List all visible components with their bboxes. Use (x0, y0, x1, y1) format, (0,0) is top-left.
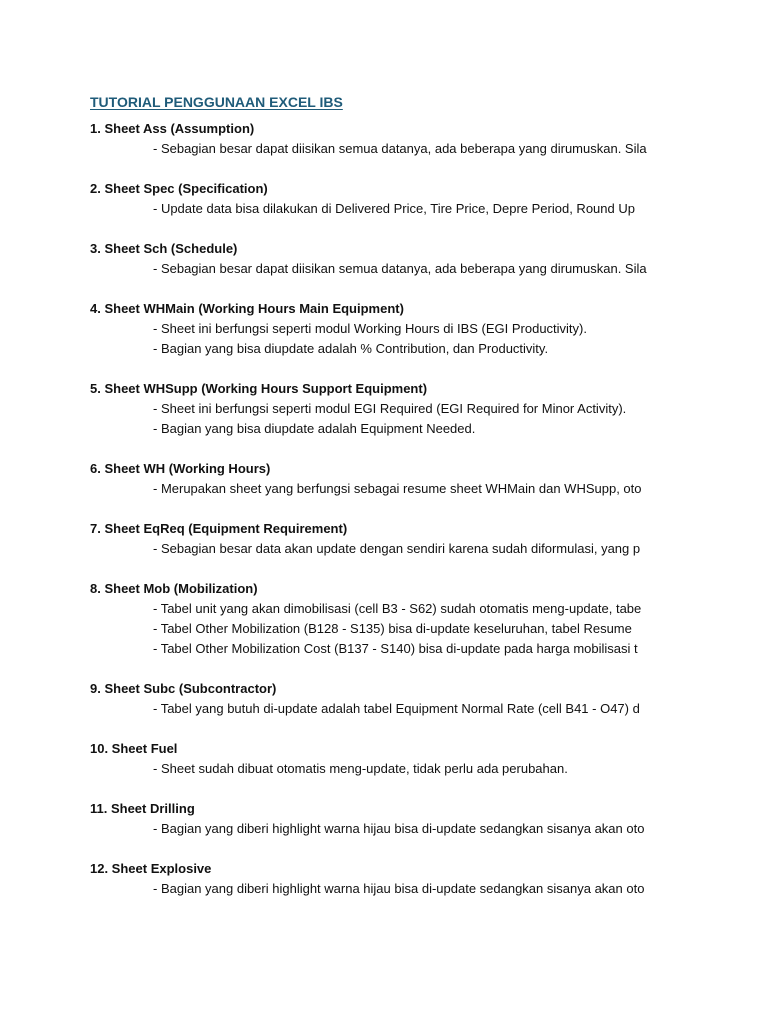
section-9 (90, 679, 663, 719)
section-heading: 2. Sheet Spec (Specification) (90, 181, 268, 196)
section-heading: 7. Sheet EqReq (Equipment Requirement) (90, 521, 348, 536)
section-heading: 4. Sheet WHMain (Working Hours Main Equipment) (90, 301, 404, 316)
section-heading: 1. Sheet Ass (Assumption) (90, 121, 255, 136)
section-5 (90, 379, 663, 439)
section-heading: 10. Sheet Fuel (90, 741, 178, 756)
section-bullet-line: - Sebagian besar data akan update dengan sendiri karena sudah diformulasi, yang p (153, 541, 641, 556)
section-bullet-line: - Bagian yang diberi highlight warna hijau bisa di-update sedangkan sisanya akan oto (153, 881, 645, 896)
section-heading: 9. Sheet Subc (Subcontractor) (90, 681, 277, 696)
section-bullet-line: - Sebagian besar dapat diisikan semua datanya, ada beberapa yang dirumuskan. Sila (153, 261, 647, 276)
section-bullet-line: - Tabel unit yang akan dimobilisasi (cell B3 - S62) sudah otomatis meng-update, tabe (153, 601, 642, 616)
section-10 (90, 739, 663, 779)
section-heading: 5. Sheet WHSupp (Working Hours Support Equipment) (90, 381, 428, 396)
section-8 (90, 579, 663, 659)
section-list (90, 119, 663, 899)
section-heading: 3. Sheet Sch (Schedule) (90, 241, 238, 256)
section-bullet-line: - Sheet ini berfungsi seperti modul EGI Required (EGI Required for Minor Activity). (153, 401, 627, 416)
section-2 (90, 179, 663, 219)
section-heading: 8. Sheet Mob (Mobilization) (90, 581, 258, 596)
section-7 (90, 519, 663, 559)
section-3 (90, 239, 663, 279)
section-bullet-line: - Tabel Other Mobilization Cost (B137 - S140) bisa di-update pada harga mobilisasi t (153, 641, 638, 656)
section-bullet-line: - Bagian yang bisa diupdate adalah % Contribution, dan Productivity. (153, 341, 549, 356)
section-bullet-line: - Bagian yang bisa diupdate adalah Equipment Needed. (153, 421, 476, 436)
section-bullet-line: - Sebagian besar dapat diisikan semua datanya, ada beberapa yang dirumuskan. Sila (153, 141, 647, 156)
section-heading: 12. Sheet Explosive (90, 861, 212, 876)
section-11 (90, 799, 663, 839)
section-6 (90, 459, 663, 499)
section-heading: 11. Sheet Drilling (90, 801, 195, 816)
section-12 (90, 859, 663, 899)
section-bullet-line: - Update data bisa dilakukan di Delivered Price, Tire Price, Depre Period, Round Up (153, 201, 635, 216)
section-4 (90, 299, 663, 359)
section-bullet-line: - Sheet ini berfungsi seperti modul Working Hours di IBS (EGI Productivity). (153, 321, 587, 336)
section-1 (90, 119, 663, 159)
section-bullet-line: - Merupakan sheet yang berfungsi sebagai resume sheet WHMain dan WHSupp, oto (153, 481, 642, 496)
section-bullet-line: - Sheet sudah dibuat otomatis meng-update, tidak perlu ada perubahan. (153, 761, 568, 776)
section-bullet-line: - Bagian yang diberi highlight warna hijau bisa di-update sedangkan sisanya akan oto (153, 821, 645, 836)
section-heading: 6. Sheet WH (Working Hours) (90, 461, 271, 476)
document-title: TUTORIAL PENGGUNAAN EXCEL IBS (90, 94, 343, 110)
section-bullet-line: - Tabel Other Mobilization (B128 - S135) bisa di-update keseluruhan, tabel Resume (153, 621, 632, 636)
section-bullet-line: - Tabel yang butuh di-update adalah tabel Equipment Normal Rate (cell B41 - O47) d (153, 701, 640, 716)
document-body (90, 92, 663, 919)
